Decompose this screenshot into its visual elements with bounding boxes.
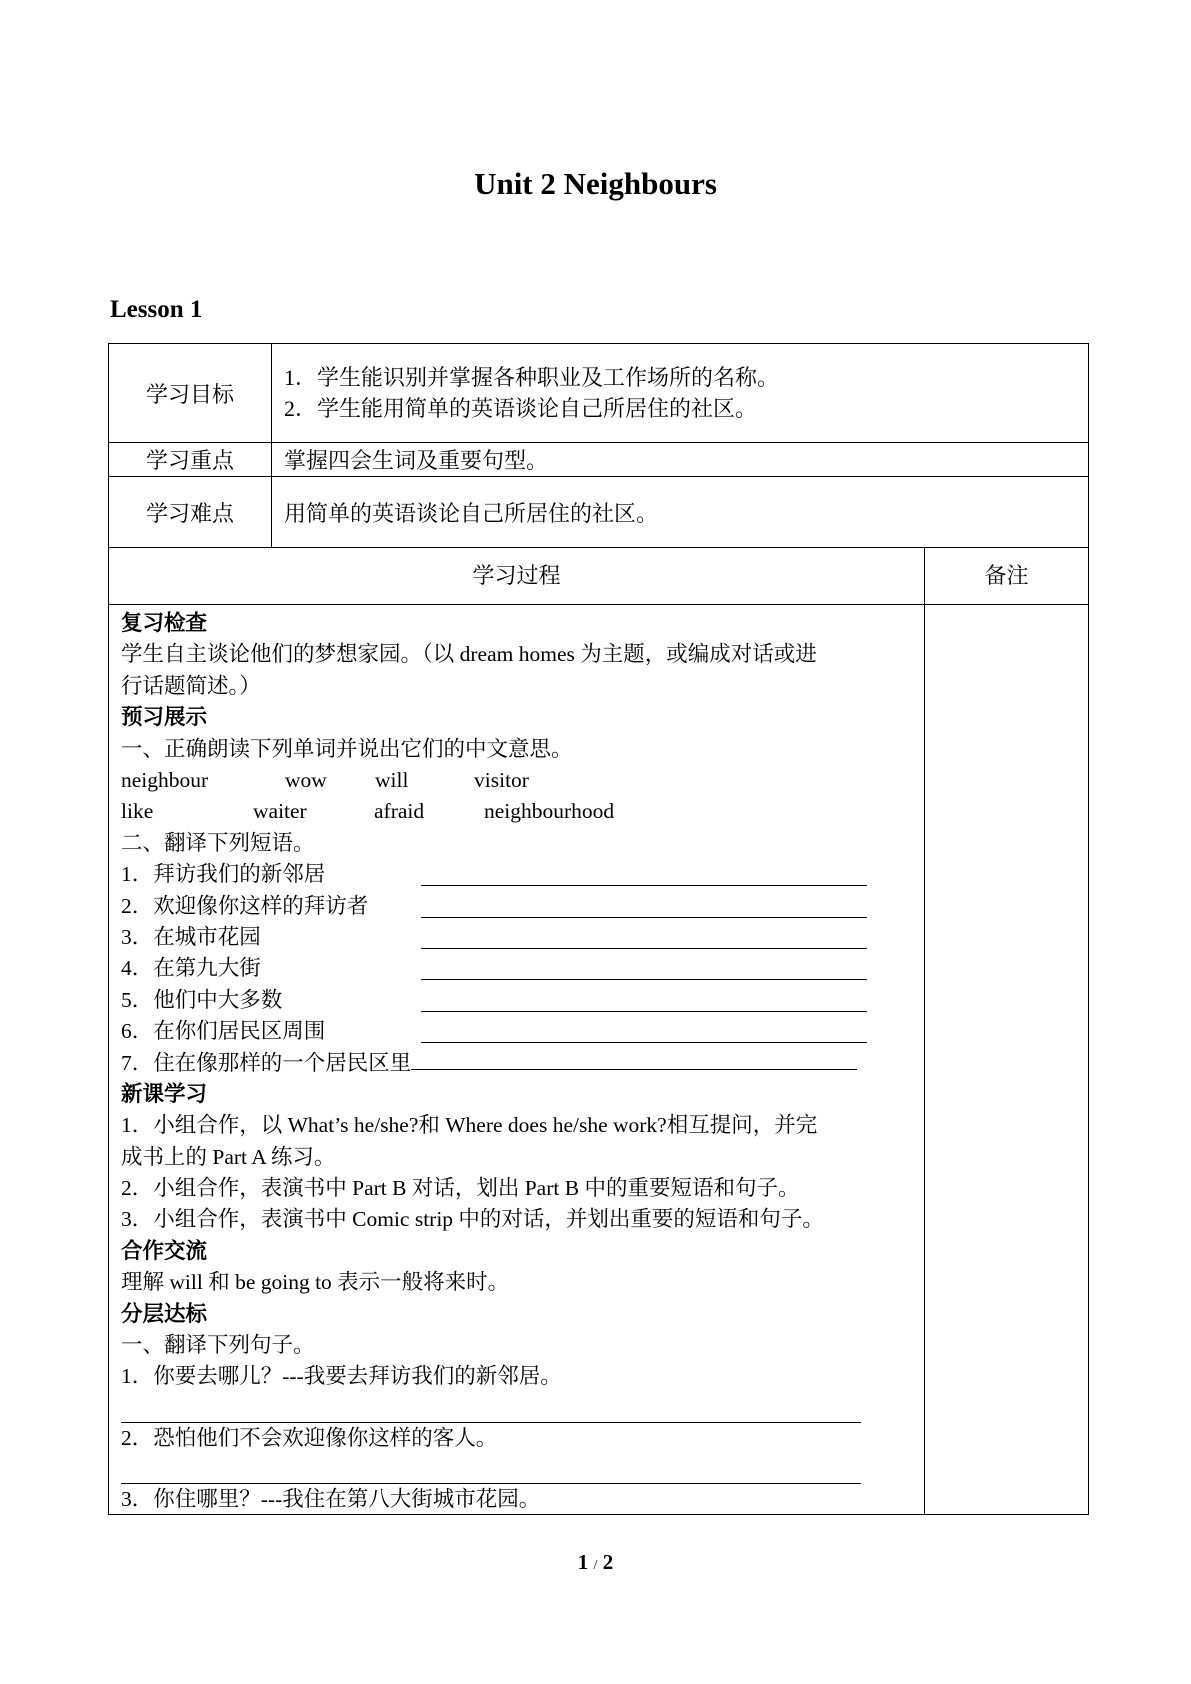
- answer-line[interactable]: [121, 1454, 921, 1484]
- word: neighbourhood: [484, 799, 615, 824]
- process-table: [108, 547, 1089, 1515]
- word: visitor: [474, 767, 529, 792]
- answer-blank[interactable]: [421, 989, 867, 1012]
- preview-heading: 预习展示: [121, 705, 208, 730]
- answer-blank[interactable]: [411, 1047, 857, 1070]
- goals-cell: [272, 344, 1089, 443]
- process-header: 学习过程: [472, 563, 561, 588]
- answer-blank[interactable]: [421, 1020, 867, 1043]
- cooperation-heading: 合作交流: [121, 1238, 208, 1263]
- difficult-label: 学习难点: [109, 477, 272, 548]
- sentence-2: 2．恐怕他们不会欢迎像你这样的客人。: [121, 1425, 498, 1450]
- review-text-2: 行话题简述。）: [121, 673, 261, 698]
- phrase-item: 6．在你们居民区周围: [121, 1016, 921, 1047]
- word: neighbour: [121, 767, 209, 792]
- phrase-item: 5．他们中大多数: [121, 985, 921, 1016]
- difficult-cell: 用简单的英语谈论自己所居住的社区。: [272, 477, 1089, 548]
- key-cell: 掌握四会生词及重要句型。: [272, 443, 1089, 477]
- new-lesson-item-1a: 1．小组合作，以 What’s he/she?和 Where does he/she work?相互提问，并完: [121, 1113, 818, 1138]
- new-lesson-item-3: 3．小组合作，表演书中 Comic strip 中的对话，并划出重要的短语和句子。: [121, 1207, 824, 1232]
- phrase-item: 4．在第九大街: [121, 953, 921, 984]
- phrase-item-7: 7．住在像那样的一个居民区里: [121, 1047, 921, 1078]
- process-content: [121, 608, 921, 1516]
- answer-blank[interactable]: [421, 957, 867, 980]
- phrase-item: 2．欢迎像你这样的拜访者: [121, 891, 921, 922]
- page-title: Unit 2 Neighbours: [474, 166, 717, 201]
- answer-blank[interactable]: [421, 863, 867, 886]
- levels-instruction: 一、翻译下列句子。: [121, 1332, 315, 1357]
- objectives-table: [108, 343, 1089, 548]
- sentence-3: 3．你住哪里？---我住在第八大街城市花园。: [121, 1487, 541, 1512]
- answer-blank[interactable]: [421, 926, 867, 949]
- new-lesson-item-1b: 成书上的 Part A 练习。: [121, 1144, 336, 1169]
- cooperation-text: 理解 will 和 be going to 表示一般将来时。: [121, 1270, 510, 1295]
- answer-blank[interactable]: [421, 895, 867, 918]
- goals-label: 学习目标: [109, 344, 272, 443]
- word: waiter: [253, 799, 307, 824]
- goal-2: 2．学生能用简单的英语谈论自己所居住的社区。: [284, 396, 758, 421]
- new-lesson-item-2: 2．小组合作，表演书中 Part B 对话，划出 Part B 中的重要短语和句子。: [121, 1176, 800, 1201]
- sentence-1: 1．你要去哪儿？---我要去拜访我们的新邻居。: [121, 1364, 562, 1389]
- new-lesson-heading: 新课学习: [121, 1081, 208, 1106]
- phrase-item: 3．在城市花园: [121, 922, 921, 953]
- word: will: [375, 767, 409, 792]
- page-number: 1 / 2: [577, 1550, 614, 1574]
- phrase-item: 1．拜访我们的新邻居: [121, 859, 921, 890]
- notes-header: 备注: [984, 563, 1029, 588]
- lesson-heading: Lesson 1: [110, 296, 203, 323]
- key-label: 学习重点: [109, 443, 272, 477]
- levels-heading: 分层达标: [121, 1301, 208, 1326]
- phrases-instruction: 二、翻译下列短语。: [121, 830, 315, 855]
- review-text-1: 学生自主谈论他们的梦想家园。（以 dream homes 为主题，或编成对话或进: [121, 642, 817, 667]
- words-row-2: [121, 796, 921, 827]
- word: afraid: [374, 799, 425, 824]
- goal-1: 1．学生能识别并掌握各种职业及工作场所的名称。: [284, 365, 780, 390]
- review-heading: 复习检查: [121, 611, 208, 635]
- words-instruction: 一、正确朗读下列单词并说出它们的中文意思。: [121, 736, 573, 761]
- word: like: [121, 799, 154, 824]
- word: wow: [285, 767, 327, 792]
- answer-line[interactable]: [121, 1393, 921, 1423]
- words-row-1: [121, 765, 921, 796]
